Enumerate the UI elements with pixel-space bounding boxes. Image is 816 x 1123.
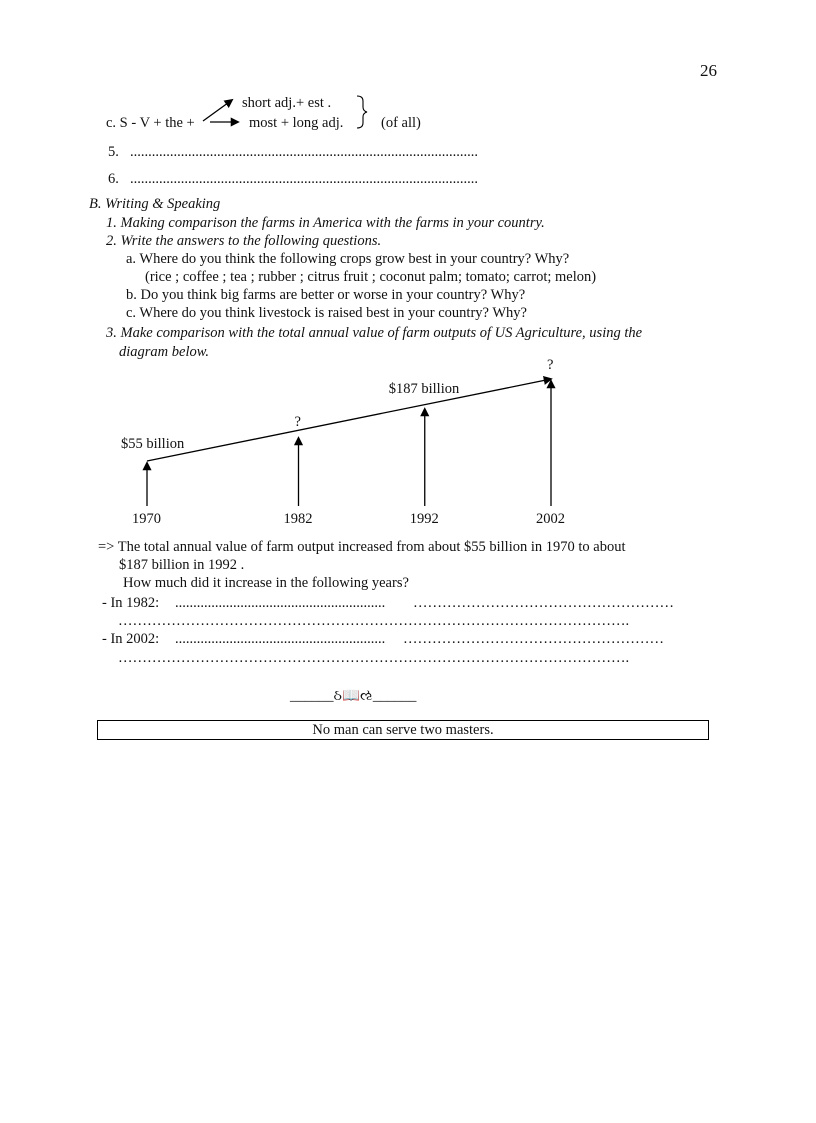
tick-label-1970: 1970 <box>132 511 161 527</box>
data-label-1970: $55 billion <box>121 436 185 452</box>
tick-label-1992: 1992 <box>409 511 439 527</box>
farm-output-chart <box>0 0 816 540</box>
tick-label-2002: 2002 <box>536 511 565 527</box>
tick-label-1982: 1982 <box>283 511 313 527</box>
in-1982-coarse-dots[interactable]: ……………………………………………… <box>413 596 674 611</box>
exercise-line-6-num: 6. <box>108 171 119 187</box>
in-1982-continuation[interactable]: ……………………………………………………………………………………………. <box>118 614 630 629</box>
proverb-text: No man can serve two masters. <box>312 722 494 738</box>
in-1982-label: - In 1982: <box>102 595 160 611</box>
ornament-divider: ______ઠ📖ઌ______ <box>290 688 417 704</box>
data-label-2002: ? <box>547 357 554 373</box>
answer-statement-line-1: => The total annual value of farm output increased from about $55 billion in 1970 to about <box>98 539 626 555</box>
task-3-line-2: diagram below. <box>119 344 209 360</box>
proverb-box <box>97 720 709 740</box>
in-2002-coarse-dots[interactable]: ……………………………………………… <box>403 632 664 647</box>
answer-question: How much did it increase in the following years? <box>123 575 409 591</box>
exercise-line-6-dots[interactable]: ................................................................................................ <box>130 172 478 187</box>
question-c: c. Where do you think livestock is raised best in your country? Why? <box>126 305 527 321</box>
answer-statement-line-2: $187 billion in 1992 . <box>119 557 245 573</box>
question-b: b. Do you think big farms are better or worse in your country? Why? <box>126 287 526 303</box>
exercise-line-5-dots[interactable]: ................................................................................................ <box>130 145 478 160</box>
grammar-prefix: c. S - V + the + <box>106 115 195 131</box>
in-1982-fine-dots[interactable]: .......................................................... <box>175 596 386 611</box>
task-3-line-1: 3. Make comparison with the total annual value of farm outputs of US Agriculture, using the <box>106 325 643 341</box>
data-label-1992: $187 billion <box>388 381 460 397</box>
page-number: 26 <box>700 61 717 80</box>
question-a: a. Where do you think the following crops grow best in your country? Why? <box>126 251 570 267</box>
in-2002-fine-dots[interactable]: .......................................................... <box>175 632 386 647</box>
task-2: 2. Write the answers to the following questions. <box>106 233 382 249</box>
section-b-title: B. Writing & Speaking <box>89 196 221 212</box>
in-2002-label: - In 2002: <box>102 631 160 647</box>
grammar-short-form: short adj.+ est . <box>242 95 332 111</box>
data-label-1982: ? <box>294 414 301 430</box>
grammar-long-form: most + long adj. <box>249 115 344 131</box>
trend-line <box>147 379 551 461</box>
exercise-line-5-num: 5. <box>108 144 119 160</box>
in-2002-continuation[interactable]: ……………………………………………………………………………………………. <box>118 651 630 666</box>
question-a-crops: (rice ; coffee ; tea ; rubber ; citrus fruit ; coconut palm; tomato; carrot; melon) <box>145 269 597 285</box>
grammar-of-all: (of all) <box>381 115 421 131</box>
task-1: 1. Making comparison the farms in America with the farms in your country. <box>106 215 545 231</box>
